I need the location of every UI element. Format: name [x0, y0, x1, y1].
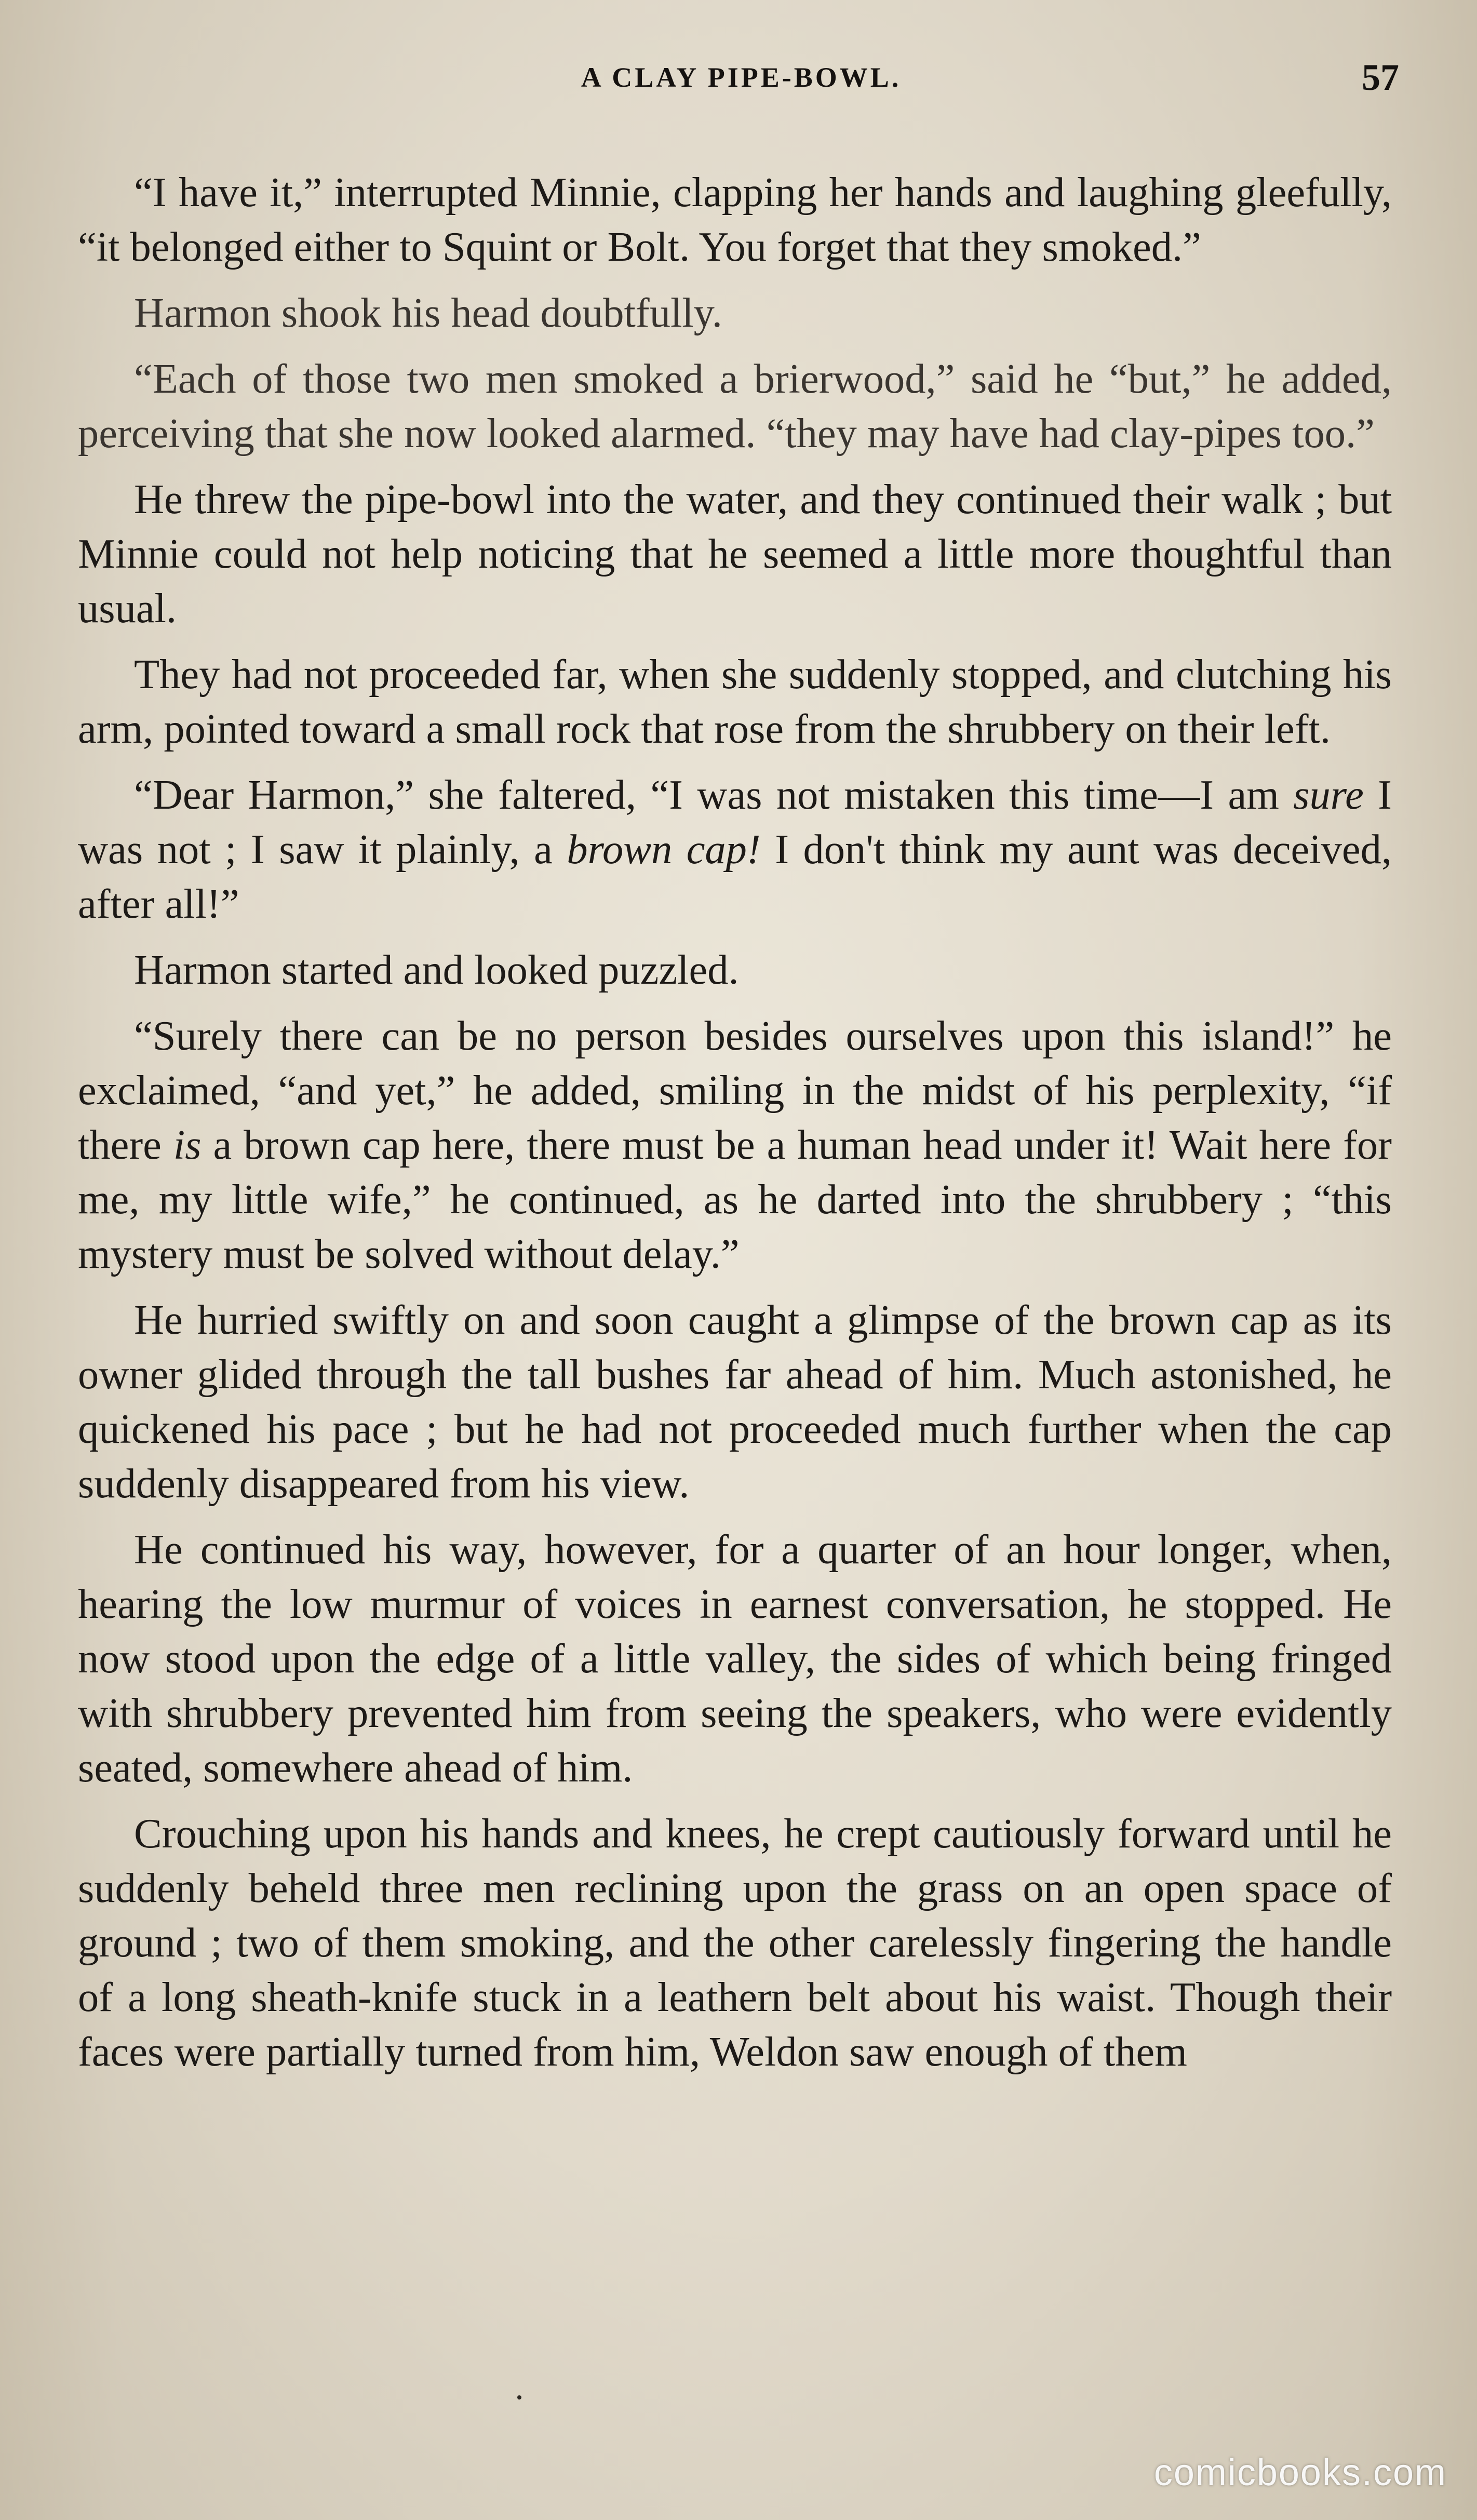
paragraph-valley-voices: He continued his way, however, for a quarter of an hour longer, when, hearing the low murmur of voices in earnest conversation, he stopped. He now stood upon the edge of a little valley, the sides of which being fringed with shrubbery prevented him from seeing the speakers, who were evidently seated, somewhere ahead of him. [78, 1526, 1392, 1791]
emphasis-text: is [173, 1122, 202, 1168]
text-segment: “Surely there can be no person besides ourselves upon this island!” he exclaimed, “and yet,” he added, smiling in the midst of his perplexity, “if there [78, 1013, 1392, 1168]
paragraph-pursuit: He hurried swiftly on and soon caught a glimpse of the brown cap as its owner glided through the tall bushes far ahead of him. Much astonished, he quickened his pace ; but he had not proceeded much further when the cap suddenly disappeared from his view. [78, 1297, 1392, 1507]
page-number: 57 [1362, 57, 1399, 98]
paragraph-brierwood: “Each of those two men smoked a brierwood,” said he “but,” he added, perceiving that she now looked alarmed. “they may have had clay-pipes too.” [78, 356, 1392, 457]
text-segment: I was not ; I saw it plainly, a [78, 772, 1392, 873]
running-head: A CLAY PIPE-BOWL. [581, 62, 902, 93]
emphasis-text: brown cap! [567, 826, 761, 873]
text-segment: “Dear Harmon,” she faltered, “I was not mistaken this time—I am [134, 772, 1294, 818]
paragraph-brown-cap [78, 768, 1392, 931]
paragraph-small-rock: They had not proceeded far, when she suddenly stopped, and clutching his arm, pointed toward a small rock that rose from the shrubbery on their left. [78, 651, 1392, 752]
watermark: comicbooks.com [1153, 2452, 1447, 2494]
paragraph-harmon-doubt: Harmon shook his head doubtfully. [134, 290, 722, 336]
emphasis-text: sure [1293, 772, 1364, 818]
text-segment: I don't think my aunt was deceived, after all!” [78, 826, 1392, 927]
ink-speck [517, 2395, 521, 2400]
text-segment: a brown cap here, there must be a human head under it! Wait here for me, my little wife,” he continued, as he darted into the shrubbery ; “this mystery must be solved without delay.” [78, 1122, 1392, 1277]
paragraph-minnie-interrupts: “I have it,” interrupted Minnie, clapping her hands and laughing gleefully, “it belonged either to Squint or Bolt. You forget that they smoked.” [78, 169, 1392, 270]
paragraph-three-men: Crouching upon his hands and knees, he crept cautiously forward until he suddenly beheld three men reclining upon the grass on an open space of ground ; two of them smoking, and the other carelessly fingering the handle of a long sheath-knife stuck in a leathern belt about his waist. Though their faces were partially turned from him, Weldon saw enough of them [78, 1811, 1392, 2075]
paragraph-harmon-puzzled: Harmon started and looked puzzled. [134, 947, 739, 993]
body-text [78, 165, 1392, 2090]
paragraph-pipe-bowl-thrown: He threw the pipe-bowl into the water, and they continued their walk ; but Minnie could not help noticing that he seemed a little more thoughtful than usual. [78, 476, 1392, 632]
page-header [83, 57, 1399, 118]
paragraph-island-mystery [78, 1009, 1392, 1281]
